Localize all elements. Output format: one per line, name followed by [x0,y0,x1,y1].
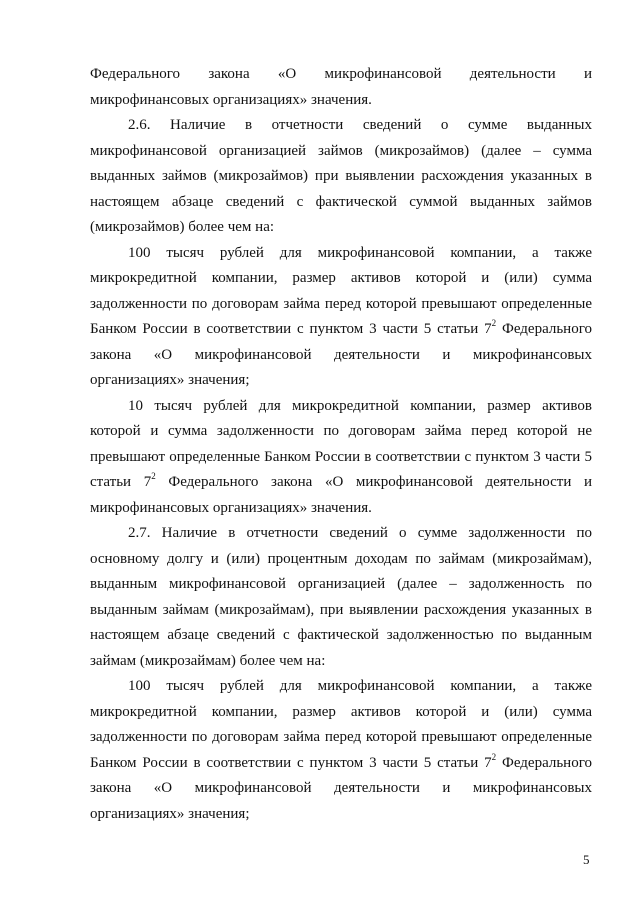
paragraph-continuation: Федерального закона «О микрофинансовой деятельности и микрофинансовых организациях» значения. [90,66,592,108]
paragraph-text: Федерального закона «О микрофинансовой деятельности и микрофинансовых организациях» значения; [90,321,592,388]
superscript: 2 [491,318,497,328]
page-number: 5 [583,852,590,867]
paragraph-text: Федерального закона «О микрофинансовой деятельности и микрофинансовых организациях» значения. [90,474,593,516]
paragraph-100k-mfc-debt [90,674,592,827]
paragraph-text: 10 тысяч рублей для микрокредитной компании, размер активов которой и сумма задолженности по договорам займа перед которой не превышают определенные Банком России в соответствии с пунктом 3 части 5 статьи 7 [90,397,592,490]
superscript: 2 [491,751,497,762]
paragraph-text: 100 тысяч рублей для микрофинансовой компании, а также микрокредитной компании, размер активов которой и (или) сумма задолженности по договорам займа перед которой превышают определенные Банком России в соответствии с пунктом 3 части 5 статьи 7 [90,244,592,337]
superscript: 2 [151,471,156,481]
paragraph-100k-mfc [90,241,592,394]
paragraph-10k-mcc [90,394,592,522]
paragraph-2-7: 2.7. Наличие в отчетности сведений о сумме задолженности по основному долгу и (или) процентным доходам по займам (микрозаймам), выданным микрофинансовой организацией (далее – задолженность по выданным займам (микрозаймам), при выявлении расхождения указанных в настоящем абзаце сведений с фактической задолженностью по выданным займам (микрозаймам) более чем на: [90,525,592,669]
paragraph-2-6: 2.6. Наличие в отчетности сведений о сумме выданных микрофинансовой организацией займов (микрозаймов) (далее – сумма выданных займов (микрозаймов) при выявлении расхождения указанных в настоящем абзаце сведений с фактической суммой выданных займов (микрозаймов) более чем на: [90,117,592,235]
paragraph-text: Федерального закона «О микрофинансовой деятельности и микрофинансовых организациях» значения; [90,754,592,822]
body-text [90,62,592,827]
paragraph-text: 100 тысяч рублей для микрофинансовой компании, а также микрокредитной компании, размер активов которой и (или) сумма задолженности по договорам займа перед которой превышают определенные Банком России в соответствии с пунктом 3 части 5 статьи 7 [90,678,592,771]
